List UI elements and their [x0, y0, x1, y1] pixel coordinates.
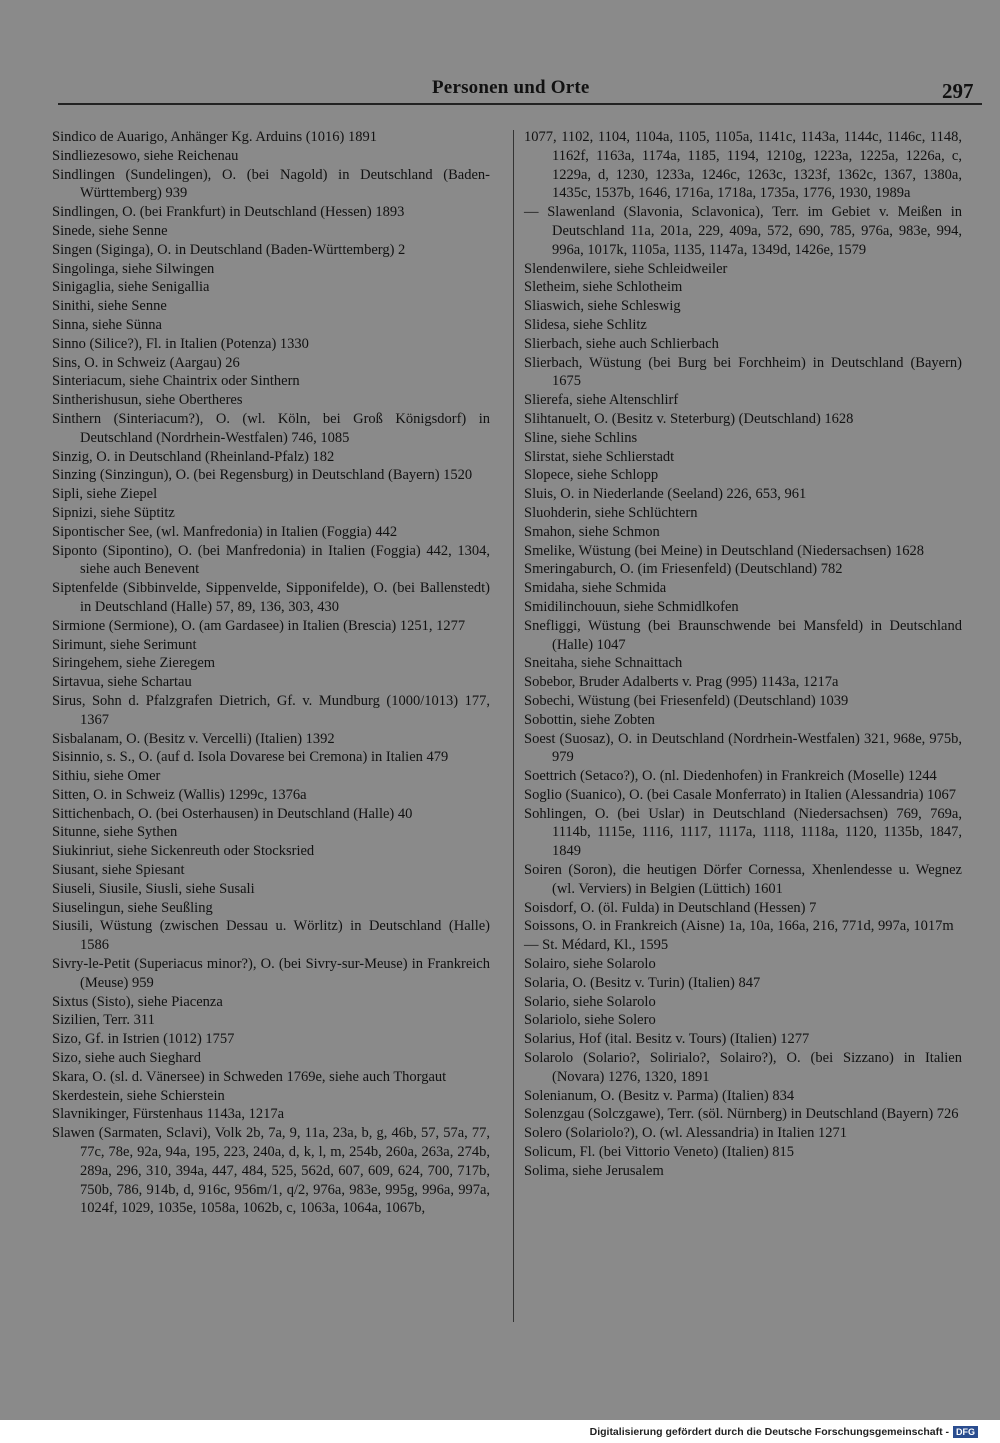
- index-entry: Smelike, Wüstung (bei Meine) in Deutschland (Niedersachsen) 1628: [524, 542, 924, 559]
- index-entry: Sins, O. in Schweiz (Aargau) 26: [52, 354, 240, 371]
- index-entry: Sisinnio, s. S., O. (auf d. Isola Dovarese bei Cremona) in Italien 479: [52, 749, 449, 766]
- index-entry: — Slawenland (Slavonia, Sclavonica), Terr. im Gebiet v. Meißen in Deutschland 11a, 201a, 229, 409a, 572, 690, 785, 976a, 983e, 994, 996a, 1017k, 1105a, 1135, 1147a, 1349d, 1426e, 1579: [524, 204, 962, 258]
- index-entry: Slawen (Sarmaten, Sclavi), Volk 2b, 7a, 9, 11a, 23a, b, g, 46b, 57, 57a, 77, 77c, 78e, 92a, 94a, 195, 223, 240a, d, k, l, m, 254b, 260a, 263a, 274b, 289a, 296, 310, 394a, 447, 484, 525, 562d, 607, 609, 624, 700, 717b, 750b, 786, 914b, d, 916c, 956m/1, q/2, 976a, 983e, 995g, 996a, 997a, 1024f, 1029, 1035e, 1058a, 1062b, c, 1063a, 1064a, 1067b,: [52, 1125, 490, 1217]
- footer-credit-text: Digitalisierung gefördert durch die Deutsche Forschungsgemeinschaft -: [589, 1426, 949, 1438]
- page-number: 297: [942, 79, 974, 103]
- index-entry: Sinthern (Sinteriacum?), O. (wl. Köln, bei Groß Königsdorf) in Deutschland (Nordrhein-Westfalen) 746, 1085: [52, 410, 490, 446]
- index-entry: Sinithi, siehe Senne: [52, 298, 167, 315]
- index-entry: Sohlingen, O. (bei Uslar) in Deutschland (Niedersachsen) 769, 769a, 1114b, 1115e, 1116, 1117, 1117a, 1118, 1118a, 1120, 1135b, 1847, 1849: [524, 805, 962, 860]
- dfg-logo-icon: DFG: [953, 1426, 978, 1438]
- index-entry: Sirtavua, siehe Schartau: [52, 674, 192, 691]
- index-entry: Sizilien, Terr. 311: [52, 1012, 155, 1029]
- index-entry: Sipontischer See, (wl. Manfredonia) in Italien (Foggia) 442: [52, 523, 398, 540]
- index-entry: Sinzing (Sinzingun), O. (bei Regensburg) in Deutschland (Bayern) 1520: [52, 467, 473, 484]
- index-entry: Solairo, siehe Solarolo: [524, 956, 656, 973]
- index-entry: Sluis, O. in Niederlande (Seeland) 226, 653, 961: [524, 486, 807, 503]
- index-column-left: [52, 128, 490, 1218]
- index-entry: Sline, siehe Schlins: [524, 429, 638, 446]
- index-entry: Sirimunt, siehe Serimunt: [52, 636, 197, 653]
- index-entry: Sinzig, O. in Deutschland (Rheinland-Pfalz) 182: [52, 448, 335, 465]
- index-entry: Slierbach, siehe auch Schlierbach: [524, 335, 719, 352]
- index-column-right: [524, 128, 962, 1181]
- index-entry: Sinteriacum, siehe Chaintrix oder Sinthern: [52, 373, 300, 390]
- index-entry: Slidesa, siehe Schlitz: [524, 316, 647, 333]
- index-entry: Sintherishusun, siehe Obertheres: [52, 392, 243, 409]
- index-entry: Soissons, O. in Frankreich (Aisne) 1a, 10a, 166a, 216, 771d, 997a, 1017m: [524, 918, 954, 935]
- index-entry: Smidaha, siehe Schmida: [524, 580, 667, 597]
- index-entry: Singolinga, siehe Silwingen: [52, 260, 215, 277]
- index-entry: Situnne, siehe Sythen: [52, 824, 178, 841]
- index-entry: Siuseli, Siusile, Siusli, siehe Susali: [52, 880, 255, 897]
- index-entry: Sixtus (Sisto), siehe Piacenza: [52, 993, 223, 1010]
- index-entry: Sipli, siehe Ziepel: [52, 486, 158, 503]
- header-rule: [58, 103, 982, 105]
- index-entry: Solero (Solariolo?), O. (wl. Alessandria) in Italien 1271: [524, 1125, 847, 1142]
- index-entry: Sinno (Silice?), Fl. in Italien (Potenza) 1330: [52, 335, 309, 352]
- index-entry: Smeringaburch, O. (im Friesenfeld) (Deutschland) 782: [524, 561, 843, 578]
- index-entry: Sittichenbach, O. (bei Osterhausen) in Deutschland (Halle) 40: [52, 805, 413, 822]
- index-entry: Sletheim, siehe Schlotheim: [524, 279, 683, 296]
- index-entry: Siuselingun, siehe Seußling: [52, 899, 213, 916]
- index-entry: Solario, siehe Solarolo: [524, 993, 656, 1010]
- index-entry: Sindliezesowo, siehe Reichenau: [52, 147, 239, 164]
- index-entry: Sliaswich, siehe Schleswig: [524, 298, 681, 315]
- index-entry: Soiren (Soron), die heutigen Dörfer Cornessa, Xhenlendesse u. Wegnez (wl. Verviers) in Belgien (Lüttich) 1601: [524, 862, 962, 897]
- index-entry: Sizo, Gf. in Istrien (1012) 1757: [52, 1031, 235, 1048]
- index-entry: Solenzgau (Solczgawe), Terr. (söl. Nürnberg) in Deutschland (Bayern) 726: [524, 1106, 959, 1123]
- index-entry: Sindico de Auarigo, Anhänger Kg. Arduins (1016) 1891: [52, 129, 378, 145]
- index-entry: Siusili, Wüstung (zwischen Dessau u. Wörlitz) in Deutschland (Halle) 1586: [52, 918, 490, 954]
- index-entry: — St. Médard, Kl., 1595: [524, 937, 669, 954]
- index-entry: Slopece, siehe Schlopp: [524, 467, 659, 484]
- index-entry: Sirus, Sohn d. Pfalzgrafen Dietrich, Gf. v. Mundburg (1000/1013) 177, 1367: [52, 692, 490, 728]
- index-entry: 1077, 1102, 1104, 1104a, 1105, 1105a, 1141c, 1143a, 1144c, 1146c, 1148, 1162f, 1163a, 1174a, 1185, 1194, 1210g, 1223a, 1225a, 1226a, c, 1229a, d, 1230, 1233a, 1246c, 1263c, 1323f, 1362c, 1367, 1380a, 1435c, 1537b, 1646, 1716a, 1718a, 1735a, 1776, 1930, 1989a: [524, 129, 962, 202]
- index-entry: Sivry-le-Petit (Superiacus minor?), O. (bei Sivry-sur-Meuse) in Frankreich (Meuse) 959: [52, 956, 490, 991]
- index-entry: Solariolo, siehe Solero: [524, 1012, 656, 1029]
- index-entry: Sluohderin, siehe Schlüchtern: [524, 504, 698, 521]
- index-entry: Sitten, O. in Schweiz (Wallis) 1299c, 1376a: [52, 786, 307, 803]
- index-entry: Sneitaha, siehe Schnaittach: [524, 655, 683, 672]
- index-entry: Sirmione (Sermione), O. (am Gardasee) in Italien (Brescia) 1251, 1277: [52, 617, 466, 634]
- index-entry: Siptenfelde (Sibbinvelde, Sippenvelde, Sipponifelde), O. (bei Ballenstedt) in Deutschland (Halle) 57, 89, 136, 303, 430: [52, 580, 490, 615]
- index-entry: Soisdorf, O. (öl. Fulda) in Deutschland (Hessen) 7: [524, 899, 817, 916]
- page-header-title: Personen und Orte: [432, 77, 590, 98]
- index-entry: Slierefa, siehe Altenschlirf: [524, 392, 679, 409]
- index-entry: Slierbach, Wüstung (bei Burg bei Forchheim) in Deutschland (Bayern) 1675: [524, 354, 962, 390]
- index-entry: Sinede, siehe Senne: [52, 222, 168, 239]
- index-entry: Snefliggi, Wüstung (bei Braunschwende bei Mansfeld) in Deutschland (Halle) 1047: [524, 617, 962, 653]
- index-entry: Slihtanuelt, O. (Besitz v. Steterburg) (Deutschland) 1628: [524, 410, 854, 427]
- column-divider: [513, 130, 514, 1322]
- index-entry: Sizo, siehe auch Sieghard: [52, 1050, 201, 1067]
- index-entry: Solarius, Hof (ital. Besitz v. Tours) (Italien) 1277: [524, 1031, 810, 1048]
- index-entry: Slavnikinger, Fürstenhaus 1143a, 1217a: [52, 1106, 285, 1123]
- index-entry: Solaria, O. (Besitz v. Turin) (Italien) 847: [524, 974, 761, 991]
- index-entry: Siringehem, siehe Zieregem: [52, 655, 216, 672]
- index-entry: Sisbalanam, O. (Besitz v. Vercelli) (Italien) 1392: [52, 730, 335, 747]
- index-entry: Singen (Siginga), O. in Deutschland (Baden-Württemberg) 2: [52, 241, 406, 258]
- digitization-footer: [590, 1423, 978, 1441]
- index-entry: Sinigaglia, siehe Senigallia: [52, 279, 210, 296]
- index-entry: Solima, siehe Jerusalem: [524, 1162, 664, 1179]
- index-entry: Siusant, siehe Spiesant: [52, 862, 185, 879]
- index-entry: Sindlingen, O. (bei Frankfurt) in Deutschland (Hessen) 1893: [52, 204, 405, 221]
- index-entry: Sindlingen (Sundelingen), O. (bei Nagold) in Deutschland (Baden-Württemberg) 939: [52, 166, 490, 202]
- index-entry: Slendenwilere, siehe Schleidweiler: [524, 260, 728, 277]
- index-entry: Siukinriut, siehe Sickenreuth oder Stocksried: [52, 843, 315, 860]
- index-entry: Soglio (Suanico), O. (bei Casale Monferrato) in Italien (Alessandria) 1067: [524, 786, 957, 803]
- index-entry: Sithiu, siehe Omer: [52, 768, 161, 785]
- index-entry: Soettrich (Setaco?), O. (nl. Diedenhofen) in Frankreich (Moselle) 1244: [524, 768, 937, 785]
- index-entry: Skara, O. (sl. d. Vänersee) in Schweden 1769e, siehe auch Thorgaut: [52, 1068, 447, 1085]
- index-entry: Sinna, siehe Sünna: [52, 316, 162, 333]
- index-entry: Slirstat, siehe Schlierstadt: [524, 448, 675, 465]
- index-entry: Sipnizi, siehe Süptitz: [52, 504, 175, 521]
- index-entry: Soest (Suosaz), O. in Deutschland (Nordrhein-Westfalen) 321, 968e, 975b, 979: [524, 730, 962, 766]
- index-entry: Siponto (Sipontino), O. (bei Manfredonia) in Italien (Foggia) 442, 1304, siehe auch Benevent: [52, 542, 490, 578]
- index-entry: Skerdestein, siehe Schierstein: [52, 1087, 225, 1104]
- index-entry: Solicum, Fl. (bei Vittorio Veneto) (Italien) 815: [524, 1144, 795, 1161]
- index-entry: Solarolo (Solario?, Solirialo?, Solairo?), O. (bei Sizzano) in Italien (Novara) 1276, 1320, 1891: [524, 1050, 962, 1085]
- index-entry: Sobebor, Bruder Adalberts v. Prag (995) 1143a, 1217a: [524, 674, 839, 691]
- index-entry: Solenianum, O. (Besitz v. Parma) (Italien) 834: [524, 1087, 795, 1104]
- index-entry: Sobechi, Wüstung (bei Friesenfeld) (Deutschland) 1039: [524, 692, 849, 709]
- index-entry: Smahon, siehe Schmon: [524, 523, 660, 540]
- index-entry: Sobottin, siehe Zobten: [524, 711, 655, 728]
- index-entry: Smidilinchouun, siehe Schmidlkofen: [524, 598, 739, 615]
